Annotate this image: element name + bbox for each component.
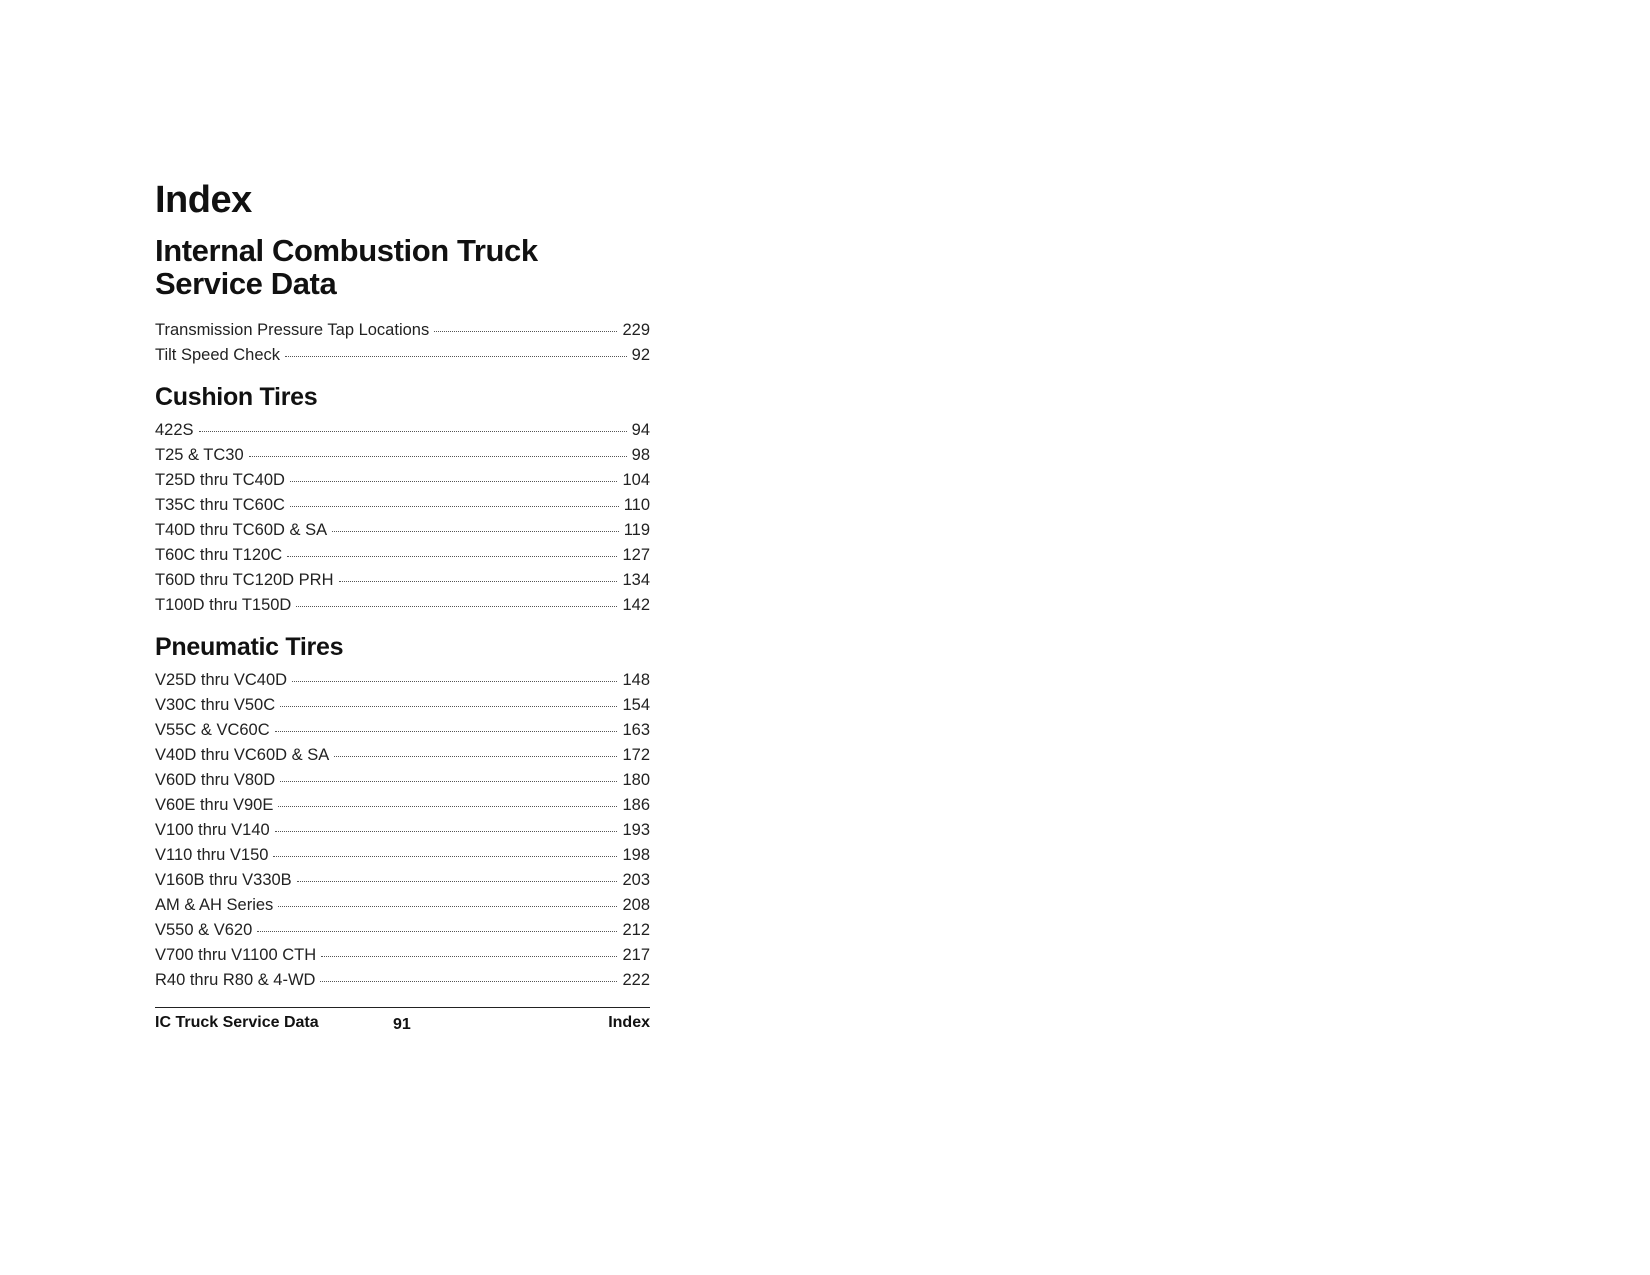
dot-leader	[334, 756, 617, 757]
index-entry	[155, 518, 650, 543]
index-entry	[155, 893, 650, 918]
entry-page-number: 110	[623, 496, 650, 514]
entry-label: AM & AH Series	[155, 896, 274, 914]
dot-leader	[249, 456, 627, 457]
entry-label: 422S	[155, 421, 194, 439]
index-entry	[155, 768, 650, 793]
entry-label: T60D thru TC120D PRH	[155, 571, 334, 589]
dot-leader	[275, 731, 618, 732]
entry-label: V55C & VC60C	[155, 721, 270, 739]
subtitle-line-2: Service Data	[155, 266, 337, 301]
entry-label: V700 thru V1100 CTH	[155, 946, 317, 964]
index-entry	[155, 793, 650, 818]
dot-leader	[275, 831, 618, 832]
index-entry	[155, 868, 650, 893]
entry-label: T60C thru T120C	[155, 546, 283, 564]
section-heading-cushion-tires: Cushion Tires	[155, 383, 318, 411]
entry-page-number: 217	[622, 946, 650, 964]
subtitle-line-1: Internal Combustion Truck	[155, 233, 538, 268]
entry-label: T25 & TC30	[155, 446, 244, 464]
entry-label: R40 thru R80 & 4-WD	[155, 971, 316, 989]
index-entry	[155, 968, 650, 993]
entry-label: V110 thru V150	[155, 846, 269, 864]
section-heading-pneumatic-tires: Pneumatic Tires	[155, 633, 344, 661]
dot-leader	[339, 581, 618, 582]
index-entry	[155, 693, 650, 718]
index-entry	[155, 543, 650, 568]
entry-page-number: 172	[622, 746, 650, 764]
entry-page-number: 94	[631, 421, 650, 439]
entry-page-number: 180	[622, 771, 650, 789]
dot-leader	[434, 331, 617, 332]
entry-page-number: 142	[622, 596, 650, 614]
index-entry	[155, 743, 650, 768]
index-entry	[155, 568, 650, 593]
index-entry	[155, 818, 650, 843]
index-entry	[155, 318, 650, 343]
footer-rule	[155, 1007, 650, 1008]
dot-leader	[290, 506, 619, 507]
entry-page-number: 198	[622, 846, 650, 864]
entry-label: V100 thru V140	[155, 821, 270, 839]
entry-label: T40D thru TC60D & SA	[155, 521, 328, 539]
dot-leader	[278, 906, 617, 907]
dot-leader	[292, 681, 617, 682]
entry-label: Tilt Speed Check	[155, 346, 281, 364]
entry-page-number: 127	[622, 546, 650, 564]
entry-label: V30C thru V50C	[155, 696, 276, 714]
dot-leader	[280, 706, 617, 707]
dot-leader	[273, 856, 617, 857]
entry-page-number: 119	[623, 521, 650, 539]
dot-leader	[321, 956, 617, 957]
entry-label: T35C thru TC60C	[155, 496, 285, 514]
page-title: Index	[155, 179, 252, 221]
index-entry	[155, 668, 650, 693]
index-entry	[155, 593, 650, 618]
index-entry	[155, 418, 650, 443]
entry-page-number: 212	[622, 921, 650, 939]
entry-label: V60D thru V80D	[155, 771, 276, 789]
entry-page-number: 186	[622, 796, 650, 814]
footer-section-name: Index	[608, 1014, 650, 1031]
index-entry	[155, 468, 650, 493]
entry-page-number: 222	[622, 971, 650, 989]
dot-leader	[257, 931, 617, 932]
entry-page-number: 154	[622, 696, 650, 714]
dot-leader	[290, 481, 618, 482]
entry-page-number: 193	[622, 821, 650, 839]
dot-leader	[297, 881, 618, 882]
index-entry	[155, 443, 650, 468]
entry-label: T25D thru TC40D	[155, 471, 285, 489]
cushion-tires-entries	[155, 418, 650, 618]
index-entry	[155, 493, 650, 518]
entry-label: Transmission Pressure Tap Locations	[155, 321, 430, 339]
pneumatic-tires-entries	[155, 668, 650, 993]
entry-label: V550 & V620	[155, 921, 253, 939]
entry-page-number: 134	[622, 571, 650, 589]
entry-page-number: 229	[622, 321, 650, 339]
index-entry	[155, 943, 650, 968]
index-entry	[155, 343, 650, 368]
dot-leader	[285, 356, 627, 357]
dot-leader	[278, 806, 617, 807]
entry-label: V160B thru V330B	[155, 871, 292, 889]
entry-page-number: 208	[622, 896, 650, 914]
footer-page-number: 91	[393, 1016, 411, 1033]
page-footer	[155, 1010, 650, 1036]
document-subtitle	[155, 234, 650, 300]
entry-label: V60E thru V90E	[155, 796, 274, 814]
entry-page-number: 98	[631, 446, 650, 464]
entry-label: V40D thru VC60D & SA	[155, 746, 330, 764]
dot-leader	[280, 781, 617, 782]
entry-page-number: 163	[622, 721, 650, 739]
entry-page-number: 148	[622, 671, 650, 689]
index-entry	[155, 918, 650, 943]
entry-page-number: 203	[622, 871, 650, 889]
entry-page-number: 104	[622, 471, 650, 489]
dot-leader	[287, 556, 617, 557]
dot-leader	[296, 606, 617, 607]
dot-leader	[199, 431, 627, 432]
index-entry	[155, 843, 650, 868]
index-page	[155, 178, 650, 1036]
intro-entries	[155, 318, 650, 368]
entry-label: T100D thru T150D	[155, 596, 292, 614]
entry-page-number: 92	[631, 346, 650, 364]
footer-document-title: IC Truck Service Data	[155, 1014, 319, 1031]
dot-leader	[332, 531, 619, 532]
entry-label: V25D thru VC40D	[155, 671, 288, 689]
dot-leader	[320, 981, 617, 982]
index-entry	[155, 718, 650, 743]
